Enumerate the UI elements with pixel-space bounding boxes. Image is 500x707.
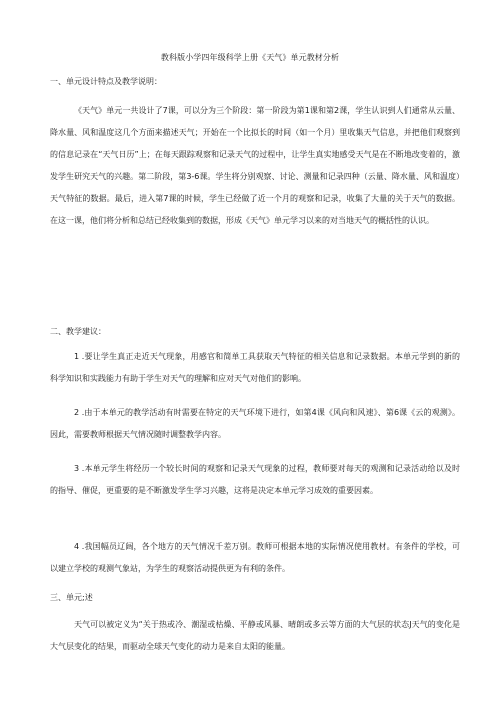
- suggestion-paragraph-3: 3 .本单元学生将经历一个较长时间的观察和记录天气现象的过程，教师要对每天的观测和记录活动给以及时的指导、催促，更重要的是不断激发学生学习兴趣，这将是决定本单元学习成效的重要因素。: [50, 464, 460, 495]
- suggestion-paragraph-2: 2 .由于本单元的教学活动有时需要在特定的天气环境下进行，如第4课《风向和风速》、第6课《云的观测》。因此，需要教师根据天气情况随时调整教学内容。: [50, 408, 460, 439]
- section-heading-suggestions: 二、教学建议：: [50, 327, 106, 336]
- section-heading-design: 一、单元设计特点及教学说明：: [50, 77, 162, 86]
- suggestion-paragraph-1: 1 .要让学生真正走近天气现象，用感官和简单工具获取天气特征的相关信息和记录数据。本单元学到的新的科学知识和实践能力有助于学生对天气的理解和应对天气对他们的影响。: [50, 352, 460, 383]
- section-paragraph-design: 《天气》单元一共设计了7课，可以分为三个阶段：第一阶段为第1课和第2课，学生认识到人们通常从云量、降水量、风和温度这几个方面来描述天气；开始在一个比拟长的时间（如一个月）里收集天气信息，并把他们观察到的信息记录在“天气日历”上；在每天跟踪观察和记录天气的过程中，让学生真实地感受天气是在不断地改变着的，激发学生研究天气的兴趣。第二阶段，第3-6课。学生将分别观察、讨论、测量和记录四种（云量、降水量、风和温度）天气特征的数据。最后，进入第7课的时候，学生已经做了近一个月的观察和记录，收集了大量的关于天气的数据。在这一课，他们将分析和总结已经收集到的数据，形成《天气》单元学习以来的对当地天气的概括性的认识。: [50, 106, 460, 225]
- suggestion-paragraph-4: 4 .我国幅员辽阔，各个地方的天气情况千差万别。教师可根据本地的实际情况使用教材。有条件的学校，可以建立学校的观测气象站，为学生的观察活动提供更为有利的条件。: [50, 542, 460, 573]
- document-title: 教科版小学四年级科学上册《天气》单元教材分析: [160, 53, 340, 62]
- section-heading-overview: 三、单元;述: [50, 593, 93, 602]
- section-paragraph-overview: 天气可以被定义为“关于热或冷、潮湿或枯燥、平静或风暴、晴朗或多云等方面的大气层的状态J天气的变化是大气层变化的结果，而驱动全球天气变化的动力是来自太阳的能量。: [50, 620, 460, 651]
